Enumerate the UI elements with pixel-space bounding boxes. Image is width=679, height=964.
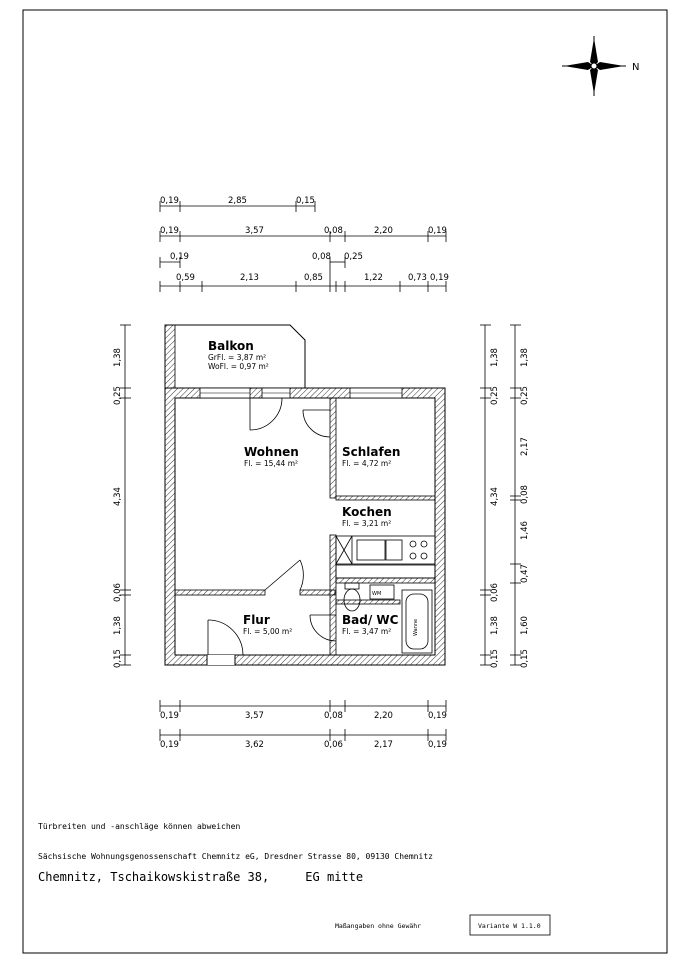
dim-label: 3,57 xyxy=(245,711,264,721)
variant-label: Variante W 1.1.0 xyxy=(478,922,541,930)
dim-label: 0,47 xyxy=(520,564,530,583)
dim-label: 0,19 xyxy=(430,273,449,283)
compass-label: N xyxy=(632,62,640,73)
company-line: Sächsische Wohnungsgenossenschaft Chemnitz eG, Dresdner Strasse 80, 09130 Chemnitz xyxy=(38,852,433,861)
room-name-wohnen: Wohnen xyxy=(244,445,299,459)
dim-label: 0,25 xyxy=(490,386,500,405)
dim-label: 1,38 xyxy=(113,348,123,367)
door-note: Türbreiten und -anschläge können abweichen xyxy=(38,822,241,831)
room-area-flur: Fl. = 5,00 m² xyxy=(243,627,293,636)
room-area-wohnen: Fl. = 15,44 m² xyxy=(244,459,299,468)
room-name-balkon: Balkon xyxy=(208,339,254,353)
dim-label: 0,19 xyxy=(160,711,179,721)
dim-label: 2,13 xyxy=(240,273,259,283)
dim-label: 2,17 xyxy=(520,437,530,456)
room-name-bad: Bad/ WC xyxy=(342,613,399,627)
dim-label: 0,19 xyxy=(160,226,179,236)
dim-label: 0,15 xyxy=(113,649,123,668)
dim-label: 0,15 xyxy=(490,649,500,668)
dim-label: 2,20 xyxy=(374,226,393,236)
dim-label: 4,34 xyxy=(490,487,500,506)
address-line: Chemnitz, Tschaikowskistraße 38, EG mitte xyxy=(38,870,364,884)
dim-label: 0,73 xyxy=(408,273,427,283)
dim-label: 1,38 xyxy=(520,348,530,367)
dim-label: 0,85 xyxy=(304,273,323,283)
dim-label: 1,38 xyxy=(113,616,123,635)
dim-label: 2,20 xyxy=(374,711,393,721)
room-area-kochen: Fl. = 3,21 m² xyxy=(342,519,392,528)
kitchen-counter xyxy=(336,536,435,578)
dim-label: 0,19 xyxy=(428,226,447,236)
room-area-balkon-living: WoFl. = 0,97 m² xyxy=(208,362,269,371)
walls xyxy=(165,325,445,665)
tub-label: Wanne xyxy=(413,618,419,636)
dim-label: 0,19 xyxy=(428,740,447,750)
dim-label: 0,08 xyxy=(520,485,530,504)
room-name-kochen: Kochen xyxy=(342,505,392,519)
room-name-flur: Flur xyxy=(243,613,270,627)
dim-label: 0,08 xyxy=(324,226,343,236)
dim-label: 0,19 xyxy=(170,252,189,262)
dim-label: 0,15 xyxy=(520,649,530,668)
dim-label: 0,25 xyxy=(113,386,123,405)
dim-label: 1,38 xyxy=(490,616,500,635)
disclaimer: Maßangaben ohne Gewähr xyxy=(335,922,422,930)
dim-label: 0,19 xyxy=(160,740,179,750)
dim-label: 2,85 xyxy=(228,196,247,206)
dim-label: 3,62 xyxy=(245,740,264,750)
dim-label: 3,57 xyxy=(245,226,264,236)
door-swings xyxy=(208,398,336,655)
dim-label: 0,15 xyxy=(296,196,315,206)
top-dimension-lines xyxy=(160,201,446,292)
bottom-dimension-lines xyxy=(160,700,446,741)
dim-label: 2,17 xyxy=(374,740,393,750)
dim-label: 0,19 xyxy=(428,711,447,721)
compass-icon xyxy=(562,36,626,96)
room-area-balkon-gross: GrFl. = 3,87 m² xyxy=(208,353,267,362)
washer-label: WM xyxy=(372,591,382,597)
dim-label: 0,19 xyxy=(160,196,179,206)
dim-label: 0,06 xyxy=(490,583,500,602)
room-name-schlafen: Schlafen xyxy=(342,445,401,459)
dim-label: 0,08 xyxy=(312,252,331,262)
dim-label: 1,60 xyxy=(520,616,530,635)
dim-label: 0,06 xyxy=(113,583,123,602)
room-area-bad: Fl. = 3,47 m² xyxy=(342,627,392,636)
dim-label: 0,25 xyxy=(520,386,530,405)
dim-label: 1,46 xyxy=(520,521,530,540)
dim-label: 0,25 xyxy=(344,252,363,262)
dim-label: 0,59 xyxy=(176,273,195,283)
dim-label: 0,06 xyxy=(324,740,343,750)
room-area-schlafen: Fl. = 4,72 m² xyxy=(342,459,392,468)
dim-label: 1,38 xyxy=(490,348,500,367)
dim-label: 4,34 xyxy=(113,487,123,506)
dim-label: 1,22 xyxy=(364,273,383,283)
dim-label: 0,08 xyxy=(324,711,343,721)
sheet-frame xyxy=(23,10,667,953)
